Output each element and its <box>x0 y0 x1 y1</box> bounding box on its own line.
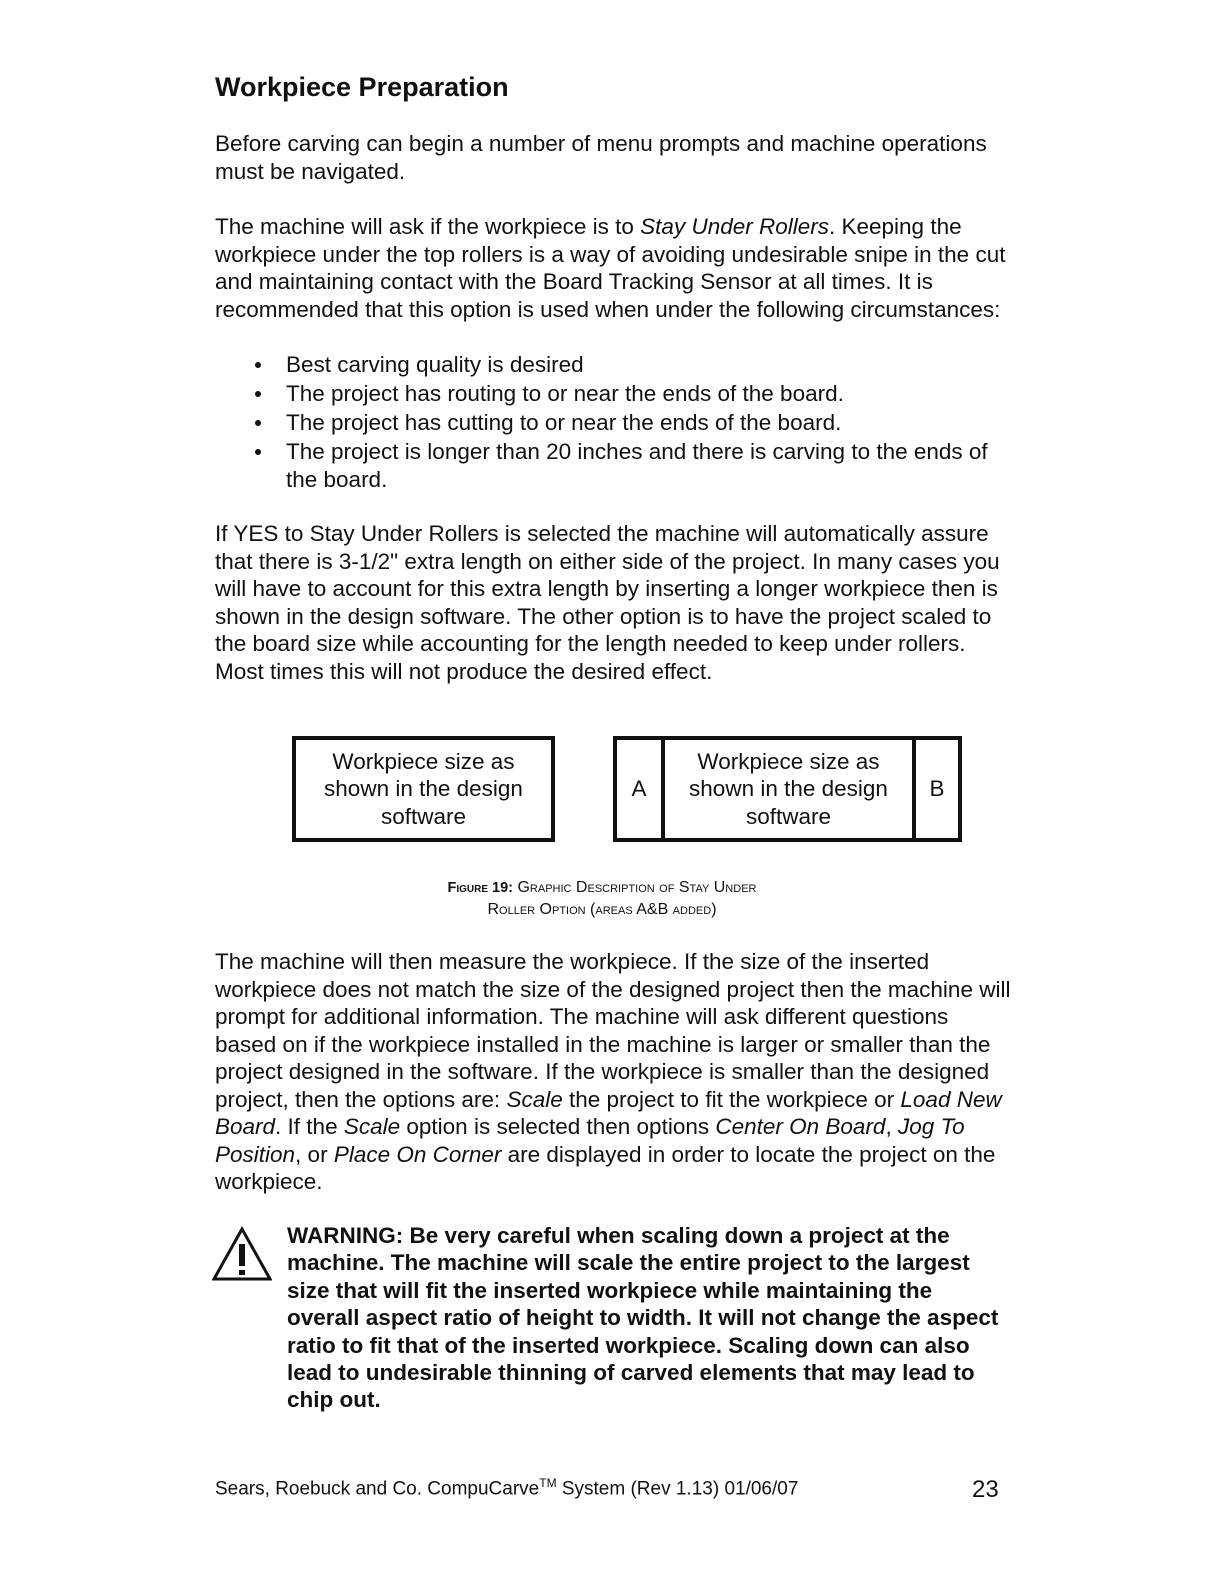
place-on-corner-term: Place On Corner <box>333 1141 502 1167</box>
measure-text: . If the <box>275 1114 344 1139</box>
caption-lead: Figure 19: <box>447 880 514 896</box>
area-a-label: A <box>631 776 647 802</box>
measure-text: option is selected then options <box>400 1114 716 1139</box>
warning-icon <box>212 1226 272 1282</box>
list-item-text: The project has cutting to or near the ends of the board. <box>286 410 842 435</box>
box-line: Workpiece size as <box>697 748 880 774</box>
intro-paragraph: Before carving can begin a number of menu prompts and machine operations must be navigated. <box>215 131 987 184</box>
list-item <box>215 409 1005 437</box>
figure-caption <box>300 877 904 921</box>
measure-text: , or <box>295 1141 334 1167</box>
load-new-board-term: Load New Board <box>215 1086 1002 1139</box>
box-line: software <box>745 803 832 829</box>
list-item <box>215 438 1005 493</box>
list-item <box>215 351 1005 379</box>
box-line: software <box>380 803 467 829</box>
scale-term: Scale <box>343 1114 401 1139</box>
circumstances-list <box>215 351 1005 495</box>
list-item-text: The project has routing to or near the ends of the board. <box>286 381 844 406</box>
list-item-text: Best carving quality is desired <box>286 352 584 377</box>
jog-to-position-term: Jog To Position <box>215 1114 965 1167</box>
section-heading: Workpiece Preparation <box>215 72 509 102</box>
scale-term: Scale <box>506 1086 563 1112</box>
box-line: Workpiece size as <box>332 748 515 774</box>
measure-text: are displayed in order to locate the project on the workpiece. <box>215 1141 996 1194</box>
footer-product: CompuCarve <box>427 1478 540 1500</box>
measure-paragraph <box>215 948 1015 1196</box>
measure-text: , <box>885 1114 898 1139</box>
stay-under-rollers-term: Stay Under Rollers <box>640 214 829 239</box>
measure-text: the project to fit the workpiece or <box>562 1086 901 1112</box>
footer-revision: System (Rev 1.13) 01/06/07 <box>556 1478 799 1500</box>
area-b-label: B <box>929 776 945 802</box>
list-item <box>215 380 1005 408</box>
caption-line-2: Roller Option (areas A&B added) <box>487 901 717 918</box>
center-on-board-term: Center On Board <box>715 1114 886 1139</box>
footer <box>215 1476 798 1500</box>
bullet-icon <box>255 391 261 397</box>
rollers-text-2: . Keeping the workpiece under the top rollers is a way of avoiding undesirable snipe in the cut and maintaining contact with the Board Tracking Sensor at all times. It is recommended that this option is used when under the following circumstances: <box>215 214 1006 322</box>
footer-company: Sears, Roebuck and Co. <box>215 1478 423 1500</box>
box-line: shown in the design <box>324 776 523 802</box>
area-b <box>916 740 958 838</box>
figure-box-label <box>324 748 523 831</box>
box-line: shown in the design <box>689 776 888 802</box>
bullet-icon <box>255 449 261 455</box>
area-a <box>617 740 665 838</box>
trademark-mark: TM <box>539 1476 557 1490</box>
list-item-text: The project is longer than 20 inches and there is carving to the ends of the board. <box>286 439 988 492</box>
warning-text: WARNING: Be very careful when scaling down a project at the machine. The machine will scale the entire project to the largest size that will fit the inserted workpiece while maintaining the overall aspect ratio of height to width. It will not change the aspect ratio to fit that of the inserted workpiece. Scaling down can also lead to undesirable thinning of carved elements that may lead to chip out. <box>287 1223 999 1413</box>
rollers-paragraph <box>215 213 1015 323</box>
figure-box-design-size <box>292 736 555 842</box>
measure-text: The machine will then measure the workpiece. If the size of the inserted workpiece does not match the size of the designed project then the machine will prompt for additional information. The machine will ask different questions based on if the workpiece installed in the machine is larger or smaller than the project designed in the software. If the workpiece is smaller than the designed project, then the options are: <box>215 949 1011 1112</box>
bullet-icon <box>255 420 261 426</box>
rollers-text-1: The machine will ask if the workpiece is to <box>215 214 641 239</box>
caption-line-1: Graphic Description of Stay Under <box>517 879 757 896</box>
figure-box-with-areas <box>613 736 962 842</box>
yes-paragraph: If YES to Stay Under Rollers is selected the machine will automatically assure that there is 3-1/2" extra length on either side of the project. In many cases you will have to account for this extra length by inserting a longer workpiece then is shown in the design software. The other option is to have the project scaled to the board size while accounting for the length needed to keep under rollers. Most times this will not produce the desired effect. <box>215 521 1000 684</box>
page-number: 23 <box>972 1476 999 1503</box>
bullet-icon <box>255 362 261 368</box>
figure-box-label <box>665 740 916 838</box>
